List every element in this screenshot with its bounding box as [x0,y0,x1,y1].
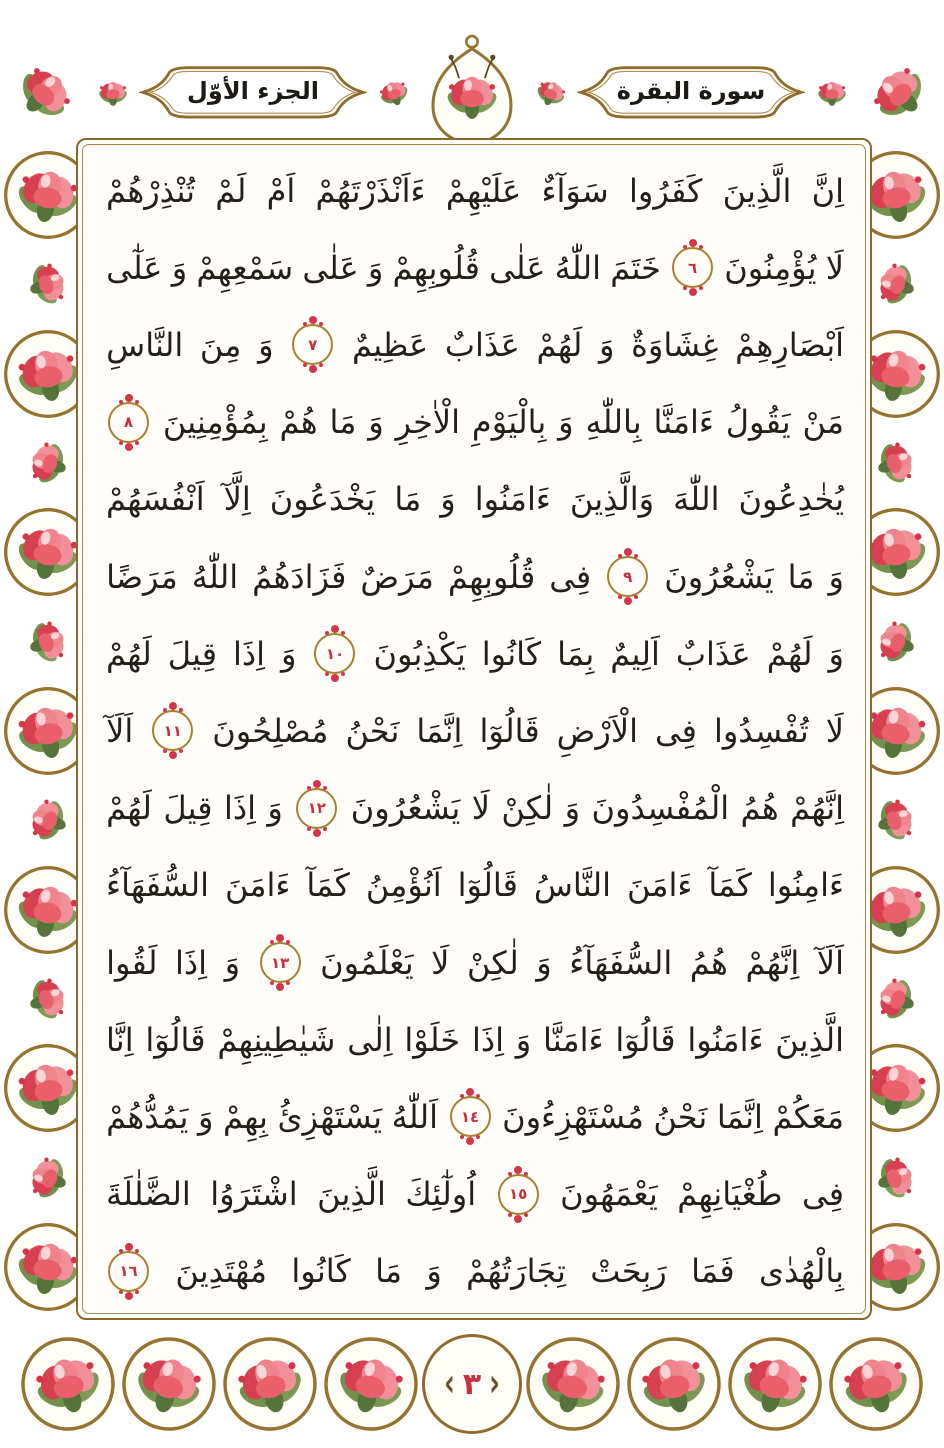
word: كَفَرُوا [628,171,703,210]
word: يَكْذِبُونَ [373,634,466,673]
verse-number-badge: ٩ [607,556,648,597]
word: ءَامَنَ [626,866,693,905]
word: وَ [828,557,844,596]
word: يَخْدَعُونَ [269,480,376,519]
quran-line-15 [106,1235,844,1308]
rose-medallion-icon [119,1334,219,1434]
word: وَ [828,634,844,673]
word: اِنَّمَا [416,711,463,750]
word: نَحْنُ [345,711,400,750]
word: هُمُ [689,943,728,982]
word: لَهُمْ [106,789,152,828]
word: اِلَّآ [223,480,251,519]
word: اَنْفُسَهُمْ [106,480,205,519]
word: تُنْذِرْهُمْ [106,171,196,210]
quran-line-7 [106,617,844,690]
word: اِذَا [223,789,256,828]
word: رَبِحَتْ [590,1252,667,1291]
rose-icon [864,1146,928,1210]
rose-icon [810,71,854,115]
word: ءَامَنَّا [543,1020,604,1059]
rose-icon [16,788,80,852]
quran-line-9 [106,772,844,845]
word: وَ [267,789,283,828]
word: يَمُدُّهُمْ [106,1097,189,1136]
word: لٰكِنْ [466,943,519,982]
word: بِمُؤْمِنِينَ [162,403,268,442]
word: يَقُولُ [725,403,791,442]
verse-number-badge: ١٠ [314,633,355,674]
word: عَظِيمٌ [351,325,429,364]
word: وَ [564,789,581,828]
juz-label: الجزء الأوّل [187,77,319,105]
word: كَمَآ [708,866,752,905]
word: سَوَآءٌ [541,171,609,210]
word: غِشَاوَةٌ [631,325,719,364]
page-number-bracket-icon: ‹ [444,1361,455,1407]
word: يَعْمَهُونَ [560,1175,658,1214]
word: وَ [198,1097,214,1136]
quran-line-5 [106,463,844,536]
quran-line-3 [106,308,844,381]
word: عَلٰى [302,248,359,287]
word: وَ [558,403,574,442]
word: خَتَمَ [610,248,661,287]
rose-medallion-icon [826,1334,926,1434]
word: اللّٰهُ [191,557,239,596]
word: مَا [329,403,357,442]
rose-icon [864,610,928,674]
page-number-bracket-icon: › [489,1361,500,1407]
word: فَزَادَهُمُ [252,557,347,596]
word: شَيٰطِينِهِمْ [217,1020,336,1059]
verse-number-badge: ٧ [292,324,333,365]
word: سَمْعِهِمْ [196,248,294,287]
word: مَنْ [802,403,844,442]
word: اَلَآ [816,943,844,982]
word: الَّذِينَ [775,1020,844,1059]
word: مَا [375,1252,402,1291]
word: الْاٰخِرِ [395,403,461,442]
word: وَ [599,325,615,364]
quran-line-2 [106,231,844,304]
rose-icon [16,431,80,495]
word: الْمُفْسِدُونَ [591,789,730,828]
verse-number-badge: ١٤ [450,1096,491,1137]
verse-number-badge: ١٢ [296,788,337,829]
word: وَالَّذِينَ [569,480,655,519]
rose-medallion-icon [523,1334,623,1434]
verse-number-badge: ٦ [672,247,713,288]
word: عَذَابٌ [444,325,520,364]
word: مَا [394,480,422,519]
word: وَ [536,943,552,982]
rose-dome-icon [420,33,524,147]
word: ءَاَنْذَرْتَهُمْ [315,171,426,210]
rose-icon [16,967,80,1031]
word: اِنَّهُمْ [745,943,800,982]
word: فَمَا [691,1252,735,1291]
word: اَمْ [266,171,296,210]
word: بِالْهُدٰى [759,1252,844,1291]
word: فِى [549,557,592,596]
word: يَشْعُرُونَ [350,789,461,828]
word: مِنَ [199,325,242,364]
rose-medallion-icon [321,1334,421,1434]
word: قَالُوٓا [457,866,518,905]
word: مُهْتَدِينَ [175,1252,268,1291]
word: مَرَضًا [106,557,178,596]
word: اِنَّ [811,171,844,210]
word: هُمْ [279,403,318,442]
border-bottom-left-medallions [18,1334,421,1434]
word: اَللّٰهُ [391,1097,438,1136]
word: فِى [802,1175,844,1214]
rose-medallion-icon [220,1334,320,1434]
word: وَ [426,1252,442,1291]
word: مَرَضٌ [360,557,434,596]
word: وَ [368,403,384,442]
word: بِالْيَوْمِ [471,403,547,442]
word: اِنَّا [106,1020,134,1059]
word: كَانُوا [291,1252,351,1291]
word: يَسْتَهْزِئُ [277,1097,383,1136]
rose-icon [858,52,940,134]
word: نَحْنُ [653,1097,708,1136]
page-number-medallion [422,1334,522,1434]
quran-line-10 [106,849,844,922]
word: قُلُوبِهِمْ [392,248,480,287]
surah-cartouche [577,61,805,125]
word: قِيلَ [167,634,217,673]
word: السُّفَهَآءُ [569,943,673,982]
word: لَا [825,711,844,750]
quran-line-13 [106,1080,844,1153]
word: اللّٰهُ [554,248,601,287]
word: كَمَآ [306,866,350,905]
rose-medallion-icon [725,1334,825,1434]
juz-cartouche [139,61,367,125]
word: لَهُمْ [106,634,152,673]
word: لَقُوا [106,943,158,982]
word: وَ [515,1020,532,1059]
word: عَذَابٌ [675,634,751,673]
quran-line-14 [106,1158,844,1231]
word: اِذَا [175,943,208,982]
word: اِذَا [471,1020,504,1059]
word: السُّفَهَآءُ [106,866,209,905]
verse-number-badge: ١٥ [498,1174,539,1215]
word: الَّذِينَ [722,171,792,210]
word: يَعْلَمُونَ [320,943,414,982]
word: لَا [471,789,490,828]
rose-icon [91,71,135,115]
word: ءَامَنَ [224,866,291,905]
word: كَانُوا [481,634,542,673]
rose-icon [529,71,573,115]
rose-icon [864,788,928,852]
page-number: ٣ [462,1366,482,1402]
word: يُؤْمِنُونَ [724,248,817,287]
word: اِذَا [232,634,266,673]
rose-icon [864,967,928,1031]
word: وَ [440,480,456,519]
word: تِجَارَتُهُمْ [466,1252,566,1291]
border-bottom-right-medallions [523,1334,926,1434]
quran-line-6 [106,540,844,613]
word: الْاَرْضِ [556,711,638,750]
word: اِنَّهُمْ [790,789,844,828]
quran-line-11 [106,926,844,999]
word: يَشْعُرُونَ [664,557,774,596]
word: يُخٰدِعُونَ [738,480,844,519]
word: النَّاسُ [533,866,611,905]
word: وَ [367,248,384,287]
quran-line-1 [106,154,844,227]
word: مَعَكُمْ [772,1097,844,1136]
verse-number-badge: ١١ [152,710,193,751]
verse-number-badge: ١٦ [108,1251,149,1292]
word: عَلٰى [489,248,546,287]
word: اللّٰهَ [673,480,720,519]
word: قَالُوٓا [145,1020,206,1059]
word: لَهُمْ [536,325,583,364]
word: لَمْ [215,171,247,210]
rose-icon [864,431,928,495]
rose-medallion-icon [18,1334,118,1434]
quran-text [106,154,844,1308]
word: وَ [258,325,274,364]
word: ءَامِنُوا [767,866,844,905]
word: هُمُ [740,789,779,828]
word: مُصْلِحُونَ [212,711,329,750]
word: الضَّلٰلَةَ [106,1175,191,1214]
rose-icon [4,52,86,134]
word: قُلُوبِهِمْ [447,557,536,596]
word: اِلٰى [347,1020,393,1059]
word: مُسْتَهْزِءُونَ [502,1097,644,1136]
quran-line-4 [106,386,844,459]
rose-icon [16,1146,80,1210]
word: بِمَا [557,634,595,673]
word: قَالُوٓا [479,711,540,750]
word: ءَامَنُوا [687,1020,764,1059]
rose-icon [372,71,416,115]
border-top [4,46,940,140]
word: الَّذِينَ [317,1175,386,1214]
word: مَا [787,557,815,596]
word: اَنُؤْمِنُ [365,866,442,905]
word: فِى [654,711,697,750]
word: لَا [431,943,450,982]
rose-medallion-icon [624,1334,724,1434]
word: وَ [171,248,188,287]
header-dome-ornament [420,33,524,145]
quran-line-8 [106,694,844,767]
word: وَ [281,634,297,673]
word: اُولٰٓئِكَ [405,1175,477,1214]
word: بِهِمْ [223,1097,268,1136]
word: لٰكِنْ [501,789,554,828]
word: لَهُمْ [766,634,813,673]
border-bottom [6,1328,938,1440]
word: بِاللّٰهِ [585,403,642,442]
word: اَبْصَارِهِمْ [735,325,844,364]
word: النَّاسِ [106,325,184,364]
word: عَلٰٓى [106,248,163,287]
quran-line-12 [106,1003,844,1076]
word: اَلِيمٌ [610,634,660,673]
rose-icon [16,610,80,674]
word: تُفْسِدُوا [713,711,809,750]
word: قَالُوٓا [615,1020,676,1059]
word: لَا [825,248,844,287]
verse-number-badge: ١٣ [260,942,301,983]
word: ءَامَنُوا [474,480,551,519]
word: قِيلَ [163,789,213,828]
word: اَلَآ [106,711,134,750]
word: عَلَيْهِمْ [445,171,522,210]
verse-number-badge: ٨ [108,402,149,443]
rose-icon [864,252,928,316]
word: وَ [224,943,241,982]
word: طُغْيَانِهِمْ [677,1175,783,1214]
word: اِنَّمَا [716,1097,763,1136]
rose-icon [16,252,80,316]
word: خَلَوْا [404,1020,461,1059]
word: اشْتَرَوُا [210,1175,298,1214]
word: ءَامَنَّا [653,403,714,442]
surah-label: سورة البقرة [616,77,766,105]
